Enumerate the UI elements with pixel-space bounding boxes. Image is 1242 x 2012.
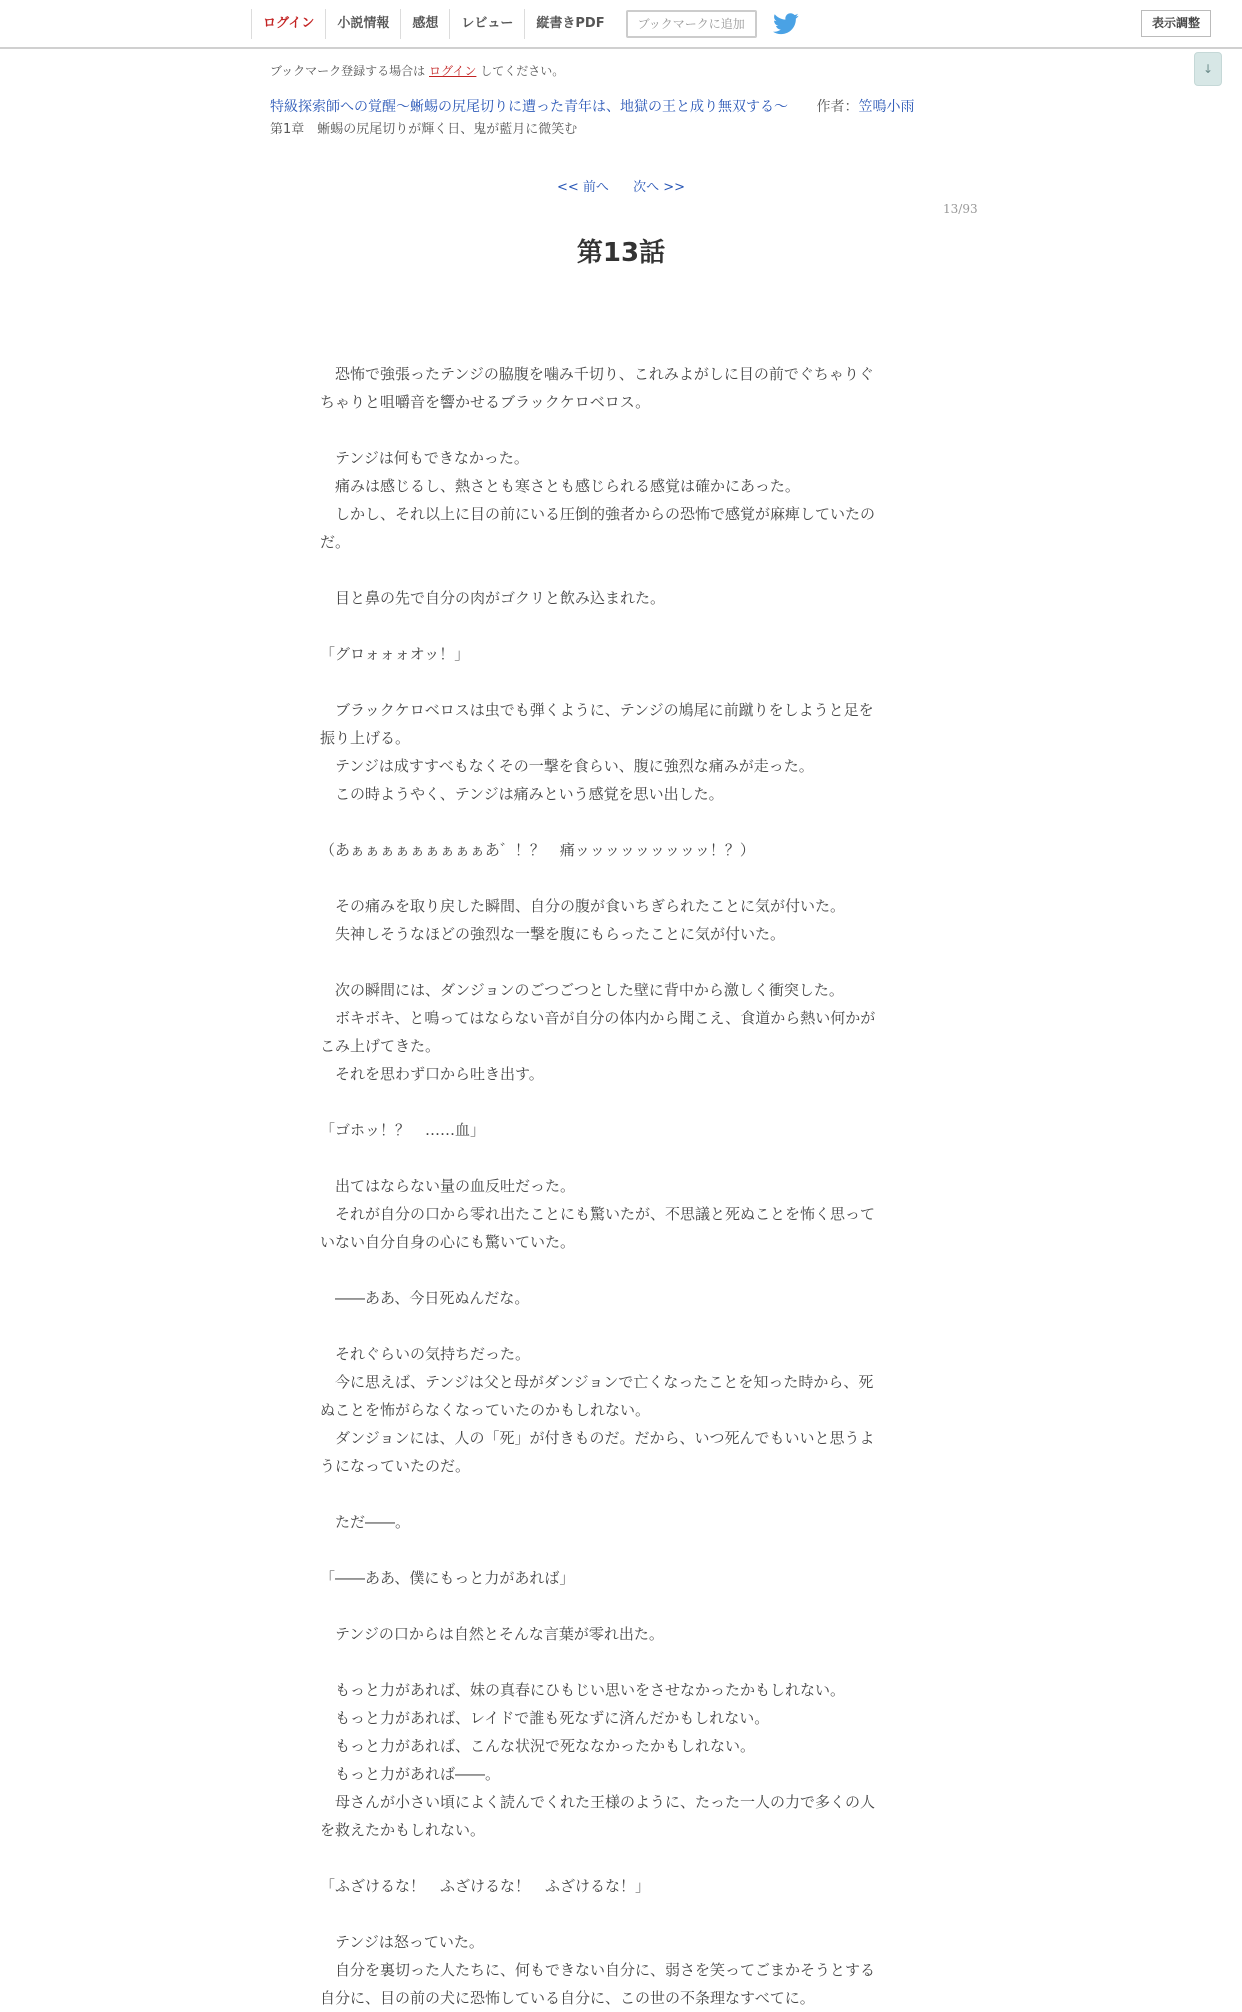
twitter-share-button[interactable] (773, 13, 799, 35)
body-line: もっと力があれば、こんな状況で死ななかったかもしれない。 (320, 1737, 756, 1755)
body-line (320, 556, 920, 584)
body-line: それぐらいの気持ちだった。 (320, 1345, 531, 1363)
body-line (320, 864, 920, 892)
body-line (320, 1536, 920, 1564)
prev-episode-link[interactable]: << 前へ (557, 180, 609, 195)
top-navbar (0, 0, 1242, 49)
body-line: 失神しそうなほどの強烈な一撃を腹にもらったことに気が付いた。 (320, 925, 786, 943)
scroll-down-button[interactable]: ↓ (1194, 52, 1222, 86)
page-number: 13/93 (943, 202, 978, 216)
body-line (320, 1480, 920, 1508)
body-line: ただ――。 (320, 1513, 411, 1531)
body-line: 恐怖で強張ったテンジの脇腹を噛み千切り、これみよがしに目の前でぐちゃりぐ (320, 365, 874, 383)
body-line: 出てはならない量の血反吐だった。 (320, 1177, 576, 1195)
body-line (320, 948, 920, 976)
body-line: ちゃりと咀嚼音を響かせるブラックケロベロス。 (320, 393, 651, 411)
body-line: しかし、それ以上に目の前にいる圧倒的強者からの恐怖で感覚が麻痺していたの (320, 505, 876, 523)
body-line (320, 668, 920, 696)
nav-review[interactable]: レビュー (449, 9, 524, 39)
body-line: ブラックケロベロスは虫でも弾くように、テンジの鳩尾に前蹴りをしようと足を (320, 701, 874, 719)
body-line (320, 1844, 920, 1872)
author-label: 作者： (816, 99, 859, 115)
body-line: テンジは怒っていた。 (320, 1933, 484, 1951)
body-line: ――ああ、今日死ぬんだな。 (320, 1289, 530, 1307)
body-line: だ。 (320, 533, 351, 551)
display-settings-button[interactable]: 表示調整 (1141, 10, 1211, 37)
body-line (320, 1592, 920, 1620)
bookmark-notice (270, 62, 564, 79)
body-line: テンジの口からは自然とそんな言葉が零れ出た。 (320, 1625, 664, 1643)
body-line (320, 1088, 920, 1116)
body-line: テンジは成すすべもなくその一撃を食らい、腹に強烈な痛みが走った。 (320, 757, 814, 775)
body-line: その痛みを取り戻した瞬間、自分の腹が食いちぎられたことに気が付いた。 (320, 897, 846, 915)
body-line (320, 808, 920, 836)
body-line (320, 1648, 920, 1676)
nav-menu (251, 0, 799, 47)
body-line: 「ゴホッ！？ ……血」 (320, 1121, 486, 1139)
body-line: テンジは何もできなかった。 (320, 449, 529, 467)
chapter-title: 第1章 蜥蜴の尻尾切りが輝く日、鬼が藍月に微笑む (270, 122, 578, 137)
novel-title-link[interactable]: 特級探索師への覚醒～蜥蜴の尻尾切りに遭った青年は、地獄の王と成り無双する～ (270, 99, 788, 115)
body-line: を救えたかもしれない。 (320, 1821, 486, 1839)
author-link[interactable]: 笠鳴小雨 (858, 99, 915, 115)
episode-pager (0, 176, 1242, 195)
body-line: 次の瞬間には、ダンジョンのごつごつとした壁に背中から激しく衝突した。 (320, 981, 844, 999)
body-line: 痛みは感じるし、熱さとも寒さとも感じられる感覚は確かにあった。 (320, 477, 800, 495)
body-line: もっと力があれば、レイドで誰も死なずに済んだかもしれない。 (320, 1709, 770, 1727)
body-line: こみ上げてきた。 (320, 1037, 441, 1055)
novel-body-text (320, 360, 920, 2012)
nav-vertical-pdf[interactable]: 縦書きPDF (524, 9, 615, 39)
body-line: もっと力があれば、妹の真春にひもじい思いをさせなかったかもしれない。 (320, 1681, 846, 1699)
body-line: （あぁぁぁぁぁぁぁぁぁあ゛！？ 痛ッッッッッッッッッ！？） (320, 841, 755, 859)
novel-info-line (270, 97, 914, 117)
body-line (320, 1900, 920, 1928)
body-line: もっと力があれば――。 (320, 1765, 501, 1783)
body-line (320, 1312, 920, 1340)
add-bookmark-button[interactable]: ブックマークに追加 (626, 10, 757, 38)
body-line: 「グロォォォオッ！」 (320, 645, 470, 663)
body-line: この時ようやく、テンジは痛みという感覚を思い出した。 (320, 785, 724, 803)
body-line: 「ふざけるな！ ふざけるな！ ふざけるな！」 (320, 1877, 651, 1895)
body-line (320, 1144, 920, 1172)
body-line: 目と鼻の先で自分の肉がゴクリと飲み込まれた。 (320, 589, 666, 607)
body-line (320, 416, 920, 444)
body-line: それが自分の口から零れ出たことにも驚いたが、不思議と死ぬことを怖く思って (320, 1205, 876, 1223)
body-line: 振り上げる。 (320, 729, 411, 747)
body-line: うになっていたのだ。 (320, 1457, 471, 1475)
body-line (320, 1256, 920, 1284)
body-line: ダンジョンには、人の「死」が付きものだ。だから、いつ死んでもいいと思うよ (320, 1429, 875, 1447)
body-line: 自分に、目の前の犬に恐怖している自分に、この世の不条理なすべてに。 (320, 1989, 815, 2007)
body-line: 「――ああ、僕にもっと力があれば」 (320, 1569, 575, 1587)
body-line: それを思わず口から吐き出す。 (320, 1065, 544, 1083)
body-line: ボキボキ、と鳴ってはならない音が自分の体内から聞こえ、食道から熱い何かが (320, 1009, 876, 1027)
nav-impressions[interactable]: 感想 (400, 9, 449, 39)
body-line: 母さんが小さい頃によく読んでくれた王様のように、たった一人の力で多くの人 (320, 1793, 876, 1811)
notice-before: ブックマーク登録する場合は (270, 64, 426, 78)
notice-after: してください。 (480, 64, 565, 78)
notice-login-link[interactable]: ログイン (429, 64, 477, 78)
twitter-bird-icon (773, 13, 799, 35)
body-line: ぬことを怖がらなくなっていたのかもしれない。 (320, 1401, 651, 1419)
body-line (320, 612, 920, 640)
body-line: 自分を裏切った人たちに、何もできない自分に、弱さを笑ってごまかそうとする (320, 1961, 876, 1979)
body-line: 今に思えば、テンジは父と母がダンジョンで亡くなったことを知った時から、死 (320, 1373, 874, 1391)
nav-novel-info[interactable]: 小説情報 (325, 9, 400, 39)
nav-login[interactable]: ログイン (251, 9, 325, 39)
body-line: いない自分自身の心にも驚いていた。 (320, 1233, 576, 1251)
next-episode-link[interactable]: 次へ >> (633, 180, 685, 195)
episode-title: 第13話 (576, 238, 666, 268)
